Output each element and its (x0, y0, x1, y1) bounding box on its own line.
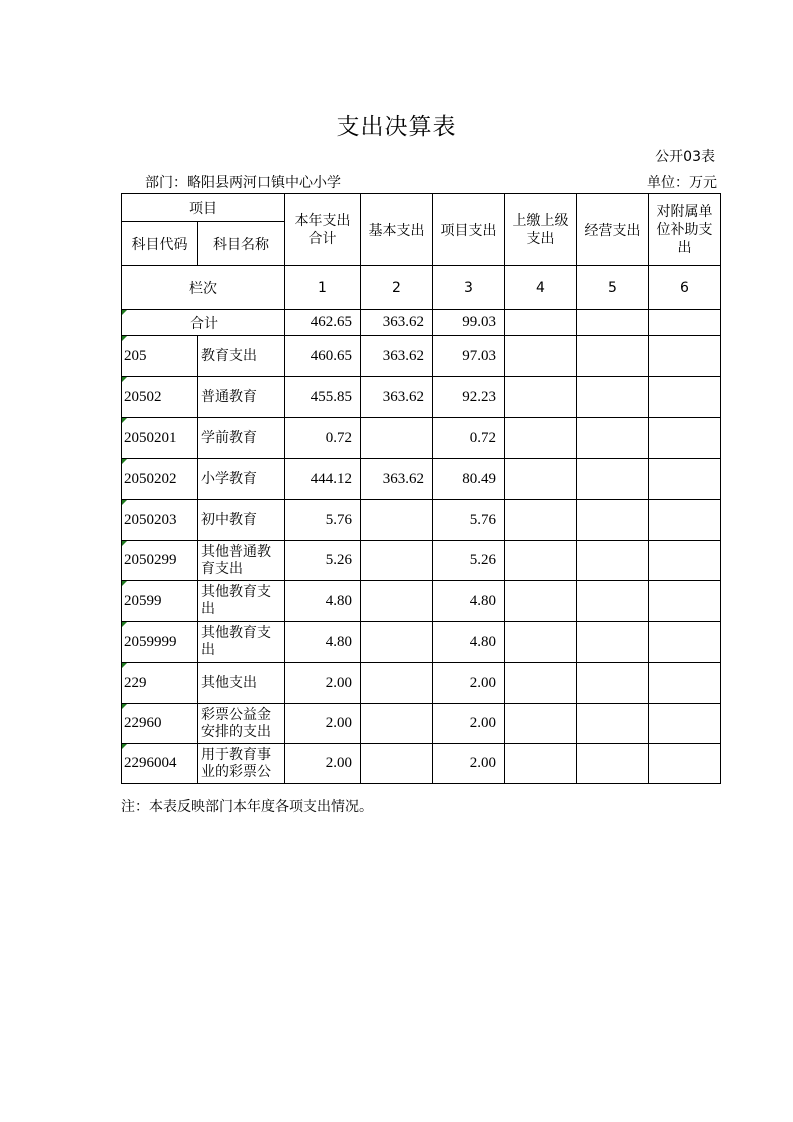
department-label: 部门：略阳县两河口镇中心小学 (145, 175, 341, 191)
row-code: 20502 (122, 377, 198, 418)
row-basic (361, 500, 433, 541)
header-operating: 经营支出 (577, 194, 649, 266)
row-project: 92.23 (433, 377, 505, 418)
col-number: 5 (577, 266, 649, 310)
row-operating (577, 541, 649, 581)
row-total: 5.26 (285, 541, 361, 581)
row-operating (577, 622, 649, 663)
row-subsidy (649, 704, 721, 744)
col-number: 1 (285, 266, 361, 310)
table-row (122, 418, 721, 459)
row-code: 20599 (122, 581, 198, 622)
header-basic: 基本支出 (361, 194, 433, 266)
row-name: 其他普通教育支出 (198, 541, 285, 581)
header-name: 科目名称 (198, 222, 285, 266)
table-row (122, 500, 721, 541)
row-remit (505, 459, 577, 500)
row-code: 2050299 (122, 541, 198, 581)
row-project: 0.72 (433, 418, 505, 459)
row-subsidy (649, 377, 721, 418)
cell-marker-icon (122, 377, 127, 382)
total-total: 462.65 (285, 310, 361, 336)
row-subsidy (649, 622, 721, 663)
row-remit (505, 663, 577, 704)
row-basic (361, 622, 433, 663)
col-number: 6 (649, 266, 721, 310)
cell-marker-icon (122, 500, 127, 505)
row-basic: 363.62 (361, 336, 433, 377)
table-row (122, 744, 721, 784)
row-basic (361, 704, 433, 744)
row-project: 2.00 (433, 744, 505, 784)
row-code: 2050201 (122, 418, 198, 459)
table-row (122, 336, 721, 377)
table-row (122, 581, 721, 622)
row-name: 其他教育支出 (198, 581, 285, 622)
header-code: 科目代码 (122, 222, 198, 266)
row-remit (505, 581, 577, 622)
cell-marker-icon (122, 418, 127, 423)
column-label: 栏次 (122, 266, 285, 310)
row-subsidy (649, 663, 721, 704)
row-total: 4.80 (285, 581, 361, 622)
row-name: 普通教育 (198, 377, 285, 418)
header-project: 项目支出 (433, 194, 505, 266)
cell-marker-icon (122, 704, 127, 709)
total-project: 99.03 (433, 310, 505, 336)
row-subsidy (649, 541, 721, 581)
row-operating (577, 704, 649, 744)
row-name: 学前教育 (198, 418, 285, 459)
row-subsidy (649, 581, 721, 622)
row-code: 2050202 (122, 459, 198, 500)
row-name: 用于教育事业的彩票公 (198, 744, 285, 784)
col-number: 3 (433, 266, 505, 310)
cell-marker-icon (122, 663, 127, 668)
row-remit (505, 541, 577, 581)
footnote: 注：本表反映部门本年度各项支出情况。 (121, 799, 373, 815)
row-remit (505, 500, 577, 541)
cell-marker-icon (122, 622, 127, 627)
col-number: 4 (505, 266, 577, 310)
row-subsidy (649, 459, 721, 500)
cell-marker-icon (122, 459, 127, 464)
row-name: 其他教育支出 (198, 622, 285, 663)
row-name: 其他支出 (198, 663, 285, 704)
row-basic (361, 744, 433, 784)
row-total: 5.76 (285, 500, 361, 541)
row-total: 444.12 (285, 459, 361, 500)
row-project: 2.00 (433, 663, 505, 704)
row-project: 80.49 (433, 459, 505, 500)
row-subsidy (649, 336, 721, 377)
row-project: 4.80 (433, 581, 505, 622)
row-total: 2.00 (285, 663, 361, 704)
cell-marker-icon (122, 336, 127, 341)
row-code: 22960 (122, 704, 198, 744)
table-row (122, 622, 721, 663)
row-total: 4.80 (285, 622, 361, 663)
row-project: 5.76 (433, 500, 505, 541)
row-name: 小学教育 (198, 459, 285, 500)
row-project: 5.26 (433, 541, 505, 581)
unit-label: 单位：万元 (647, 175, 717, 191)
row-total: 2.00 (285, 704, 361, 744)
row-basic: 363.62 (361, 459, 433, 500)
row-project: 4.80 (433, 622, 505, 663)
total-label: 合计 (122, 310, 285, 336)
row-subsidy (649, 418, 721, 459)
header-subsidy: 对附属单位补助支出 (649, 194, 721, 266)
cell-marker-icon (122, 581, 127, 586)
form-code: 公开03表 (655, 149, 715, 165)
row-operating (577, 377, 649, 418)
table-row (122, 704, 721, 744)
row-operating (577, 418, 649, 459)
row-total: 460.65 (285, 336, 361, 377)
row-remit (505, 704, 577, 744)
row-remit (505, 418, 577, 459)
row-code: 2296004 (122, 744, 198, 784)
row-basic (361, 581, 433, 622)
row-basic (361, 541, 433, 581)
table-row (122, 663, 721, 704)
row-operating (577, 581, 649, 622)
row-operating (577, 336, 649, 377)
expenditure-table (121, 193, 721, 784)
total-row (122, 310, 721, 336)
row-total: 2.00 (285, 744, 361, 784)
table-row (122, 459, 721, 500)
row-basic (361, 663, 433, 704)
row-remit (505, 622, 577, 663)
row-total: 455.85 (285, 377, 361, 418)
row-remit (505, 377, 577, 418)
row-basic: 363.62 (361, 377, 433, 418)
row-remit (505, 336, 577, 377)
row-project: 97.03 (433, 336, 505, 377)
row-total: 0.72 (285, 418, 361, 459)
row-project: 2.00 (433, 704, 505, 744)
row-remit (505, 744, 577, 784)
table-row (122, 377, 721, 418)
header-item: 项目 (122, 194, 285, 222)
header-remit: 上缴上级支出 (505, 194, 577, 266)
row-subsidy (649, 500, 721, 541)
row-code: 205 (122, 336, 198, 377)
row-code: 229 (122, 663, 198, 704)
total-remit (505, 310, 577, 336)
row-code: 2050203 (122, 500, 198, 541)
row-operating (577, 663, 649, 704)
row-operating (577, 744, 649, 784)
col-number: 2 (361, 266, 433, 310)
row-name: 初中教育 (198, 500, 285, 541)
total-subsidy (649, 310, 721, 336)
row-name: 彩票公益金安排的支出 (198, 704, 285, 744)
row-operating (577, 500, 649, 541)
table-row (122, 541, 721, 581)
row-basic (361, 418, 433, 459)
total-operating (577, 310, 649, 336)
cell-marker-icon (122, 541, 127, 546)
row-code: 2059999 (122, 622, 198, 663)
cell-marker-icon (122, 744, 127, 749)
row-operating (577, 459, 649, 500)
row-subsidy (649, 744, 721, 784)
page-title: 支出决算表 (336, 114, 457, 140)
total-basic: 363.62 (361, 310, 433, 336)
header-total: 本年支出合计 (285, 194, 361, 266)
row-name: 教育支出 (198, 336, 285, 377)
